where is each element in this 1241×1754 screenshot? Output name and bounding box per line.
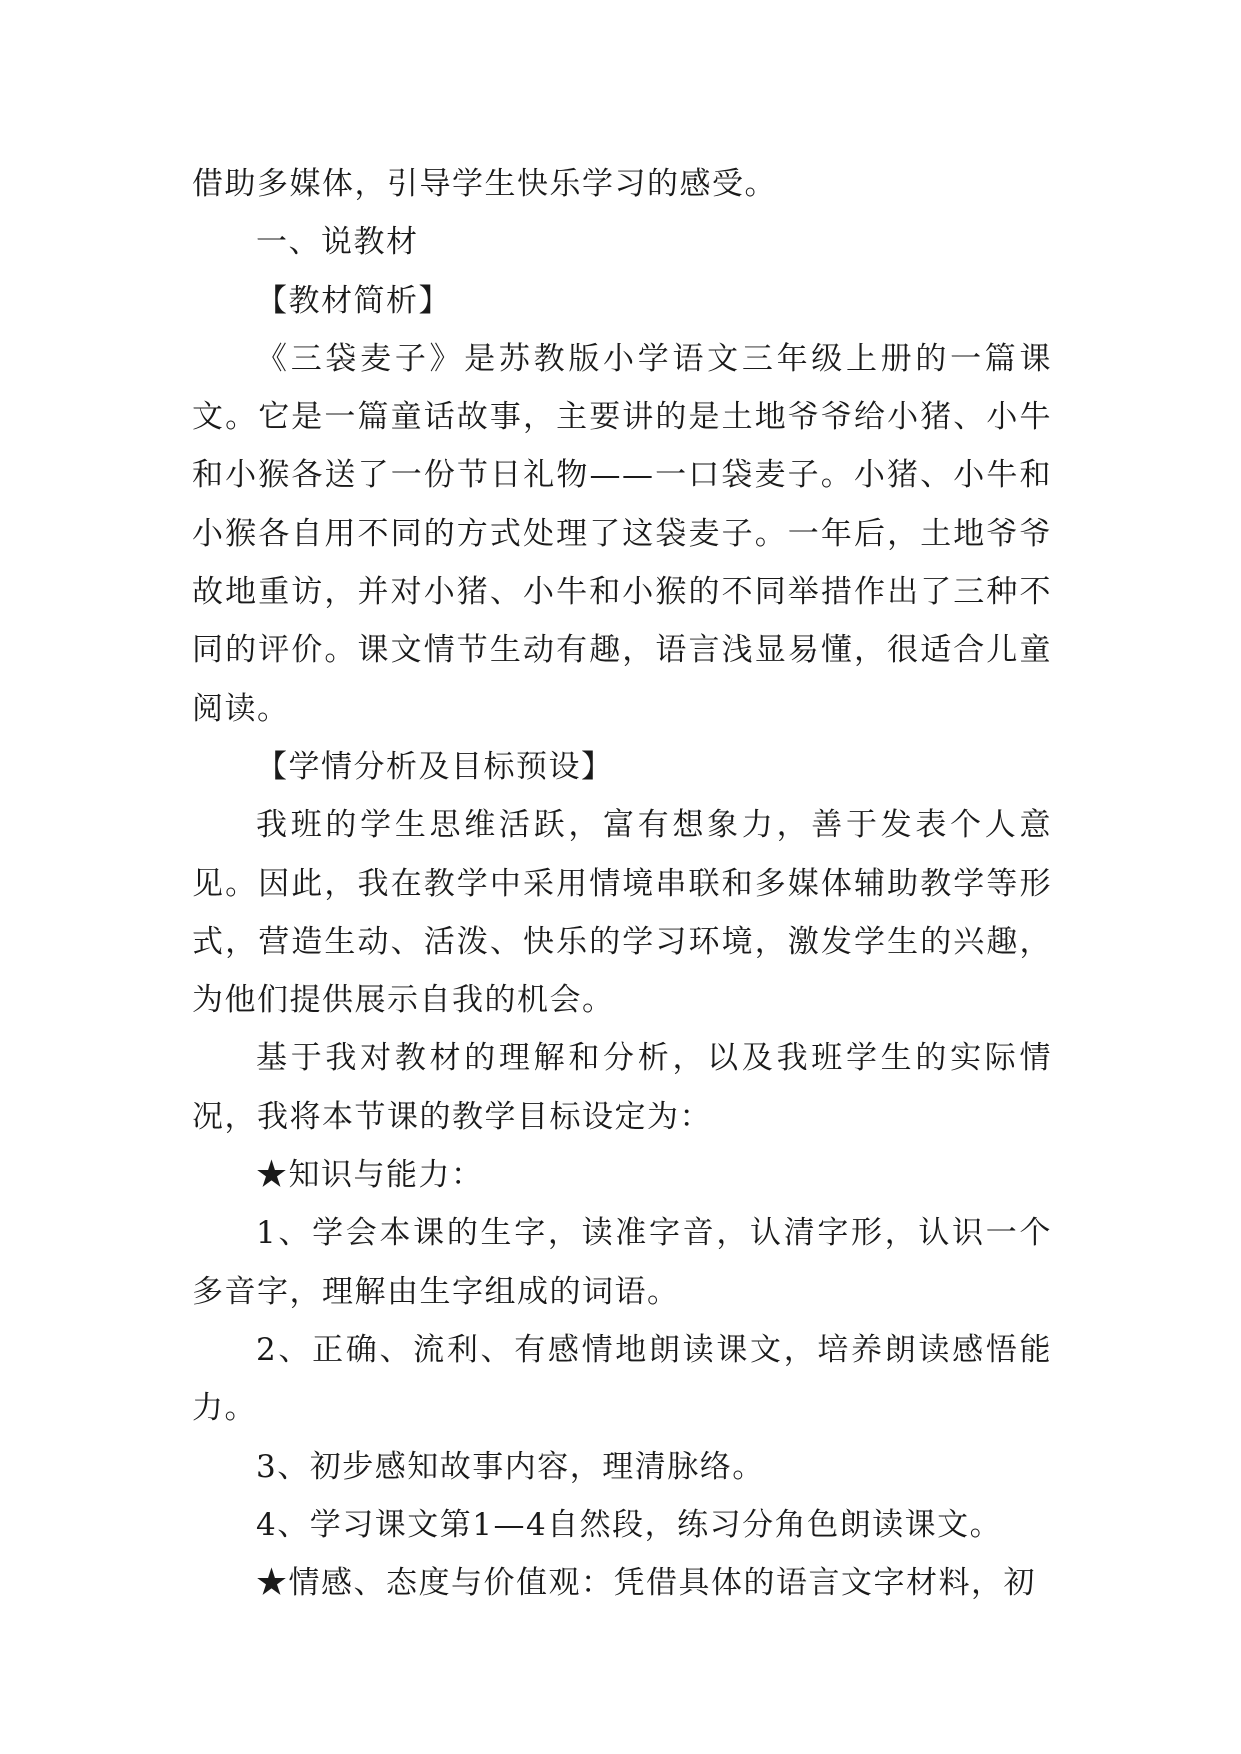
subheading-knowledge-ability: ★知识与能力： <box>256 1157 484 1194</box>
paragraph-textbook-summary: 《三袋麦子》是苏教版小学语文三年级上册的一篇课文。它是一篇童话故事，主要讲的是土地爷爷给小猪、小牛和小猴各送了一份节日礼物——一口袋麦子。小猪、小牛和小猴各自用不同的方式处理了这袋麦子。一年后，土地爷爷故地重访，并对小猪、小牛和小猴的不同举措作出了三种不同的评价。课文情节生动有趣，语言浅显易懂，很适合儿童阅读。 <box>192 340 1052 727</box>
document-body <box>192 155 1052 1612</box>
paragraph-continuation: 借助多媒体，引导学生快乐学习的感受。 <box>192 166 777 202</box>
subheading-emotion-values: ★情感、态度与价值观：凭借具体的语言文字材料，初 <box>256 1565 1036 1602</box>
paragraph-goal-intro: 基于我对教材的理解和分析，以及我班学生的实际情况，我将本节课的教学目标设定为： <box>192 1040 1052 1135</box>
subheading-textbook-analysis: 【教材简析】 <box>256 282 451 319</box>
subheading-student-analysis: 【学情分析及目标预设】 <box>256 748 614 785</box>
paragraph-student-analysis: 我班的学生思维活跃，富有想象力，善于发表个人意见。因此，我在教学中采用情境串联和多媒体辅助教学等形式，营造生动、活泼、快乐的学习环境，激发学生的兴趣，为他们提供展示自我的机会。 <box>192 807 1052 1019</box>
list-item-goal-4: 4、学习课文第1—4自然段，练习分角色朗读课文。 <box>256 1506 1003 1543</box>
list-item-goal-1: 1、学会本课的生字，读准字音，认清字形，认识一个多音字，理解由生字组成的词语。 <box>192 1215 1052 1310</box>
section-heading-textbook: 一、说教材 <box>256 224 419 261</box>
list-item-goal-3: 3、初步感知故事内容，理清脉络。 <box>256 1448 765 1485</box>
list-item-goal-2: 2、正确、流利、有感情地朗读课文，培养朗读感悟能力。 <box>192 1331 1052 1427</box>
